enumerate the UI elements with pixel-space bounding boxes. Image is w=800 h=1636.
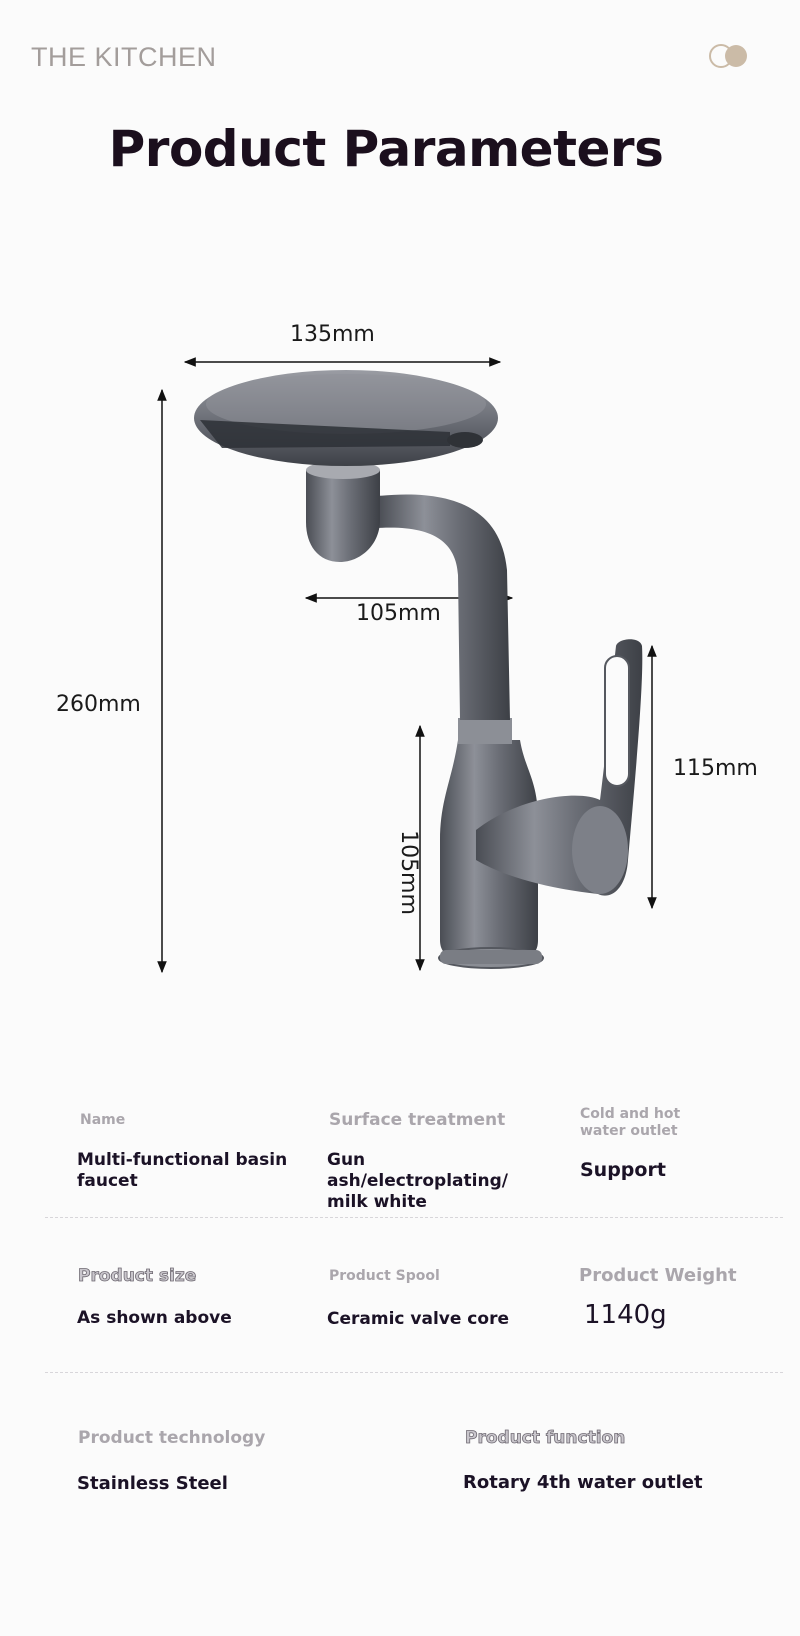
dim-base-height: 105mm [395,830,421,915]
param-label-weight: Product Weight [579,1265,737,1286]
param-label-technology: Product technology [78,1428,266,1448]
dim-total-height: 260mm [56,692,141,717]
param-label-water-outlet: Cold and hot water outlet [580,1106,681,1139]
dim-spray-head-width: 135mm [290,322,375,347]
param-value-name: Multi-functional basin faucet [77,1150,288,1191]
param-value-spool: Ceramic valve core [327,1309,509,1329]
param-label-surface: Surface treatment [329,1110,506,1130]
param-value-technology: Stainless Steel [77,1473,228,1494]
param-label-spool: Product Spool [329,1268,440,1284]
swivel-joint [306,470,380,562]
page-title: Product Parameters [108,120,664,178]
param-label-function: Product function [465,1428,626,1448]
divider [45,1372,783,1373]
dim-handle-height: 115mm [673,756,758,781]
param-label-name: Name [80,1112,126,1128]
brand-name: THE KITCHEN [31,42,217,72]
param-value-water-outlet: Support [580,1159,666,1181]
param-value-size: As shown above [77,1308,232,1328]
param-label-size: Product size [78,1266,197,1286]
param-value-function: Rotary 4th water outlet [463,1472,703,1493]
dim-spout-reach: 105mm [356,601,441,626]
param-value-weight: 1140g [584,1300,667,1330]
divider [45,1217,783,1218]
param-value-surface: Gun ash/electroplating/ milk white [327,1150,508,1212]
double-circle-logo-icon [708,43,756,71]
